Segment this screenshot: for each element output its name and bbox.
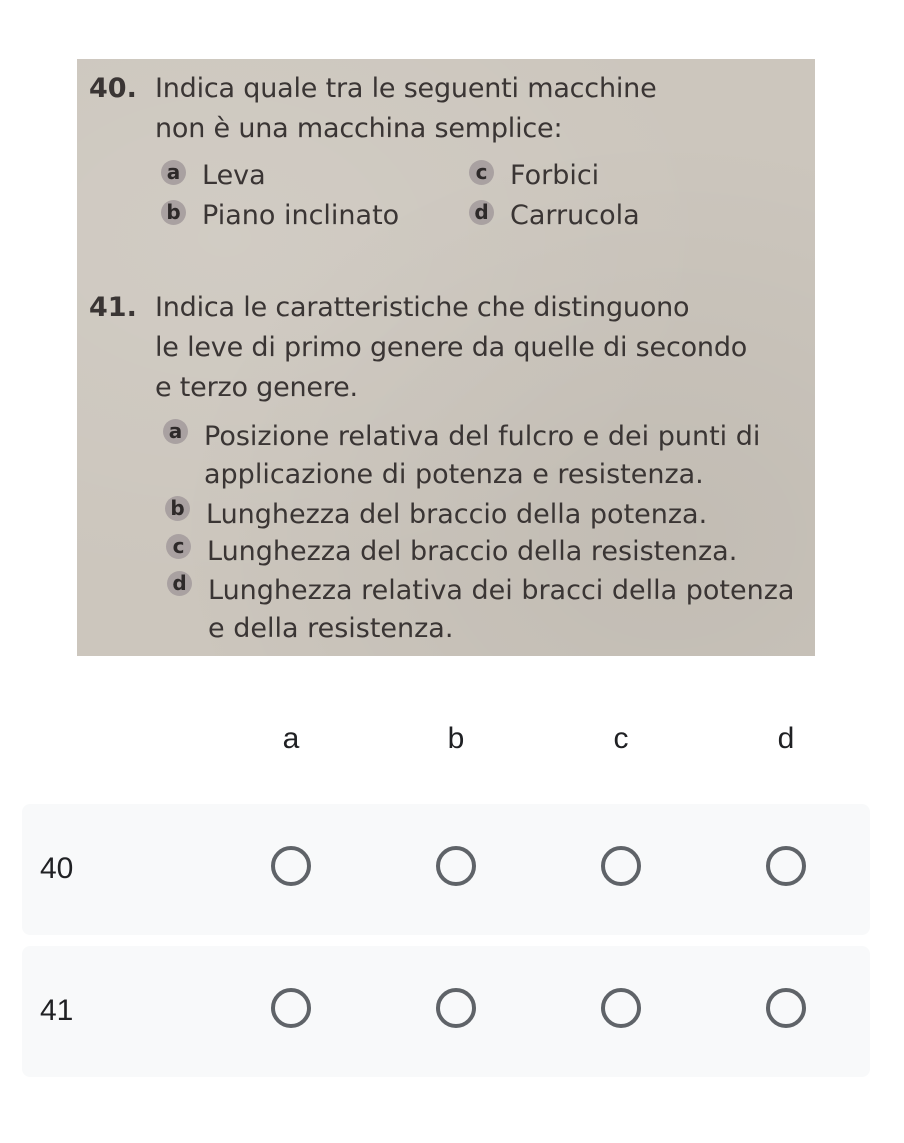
question-40-text-line2: non è una macchina semplice: [155, 113, 563, 144]
question-41-option-b: Lunghezza del braccio della potenza. [206, 499, 708, 530]
option-badge: c [469, 160, 494, 185]
row-label: 40 [40, 852, 74, 885]
question-41-text-line1: Indica le caratteristiche che distinguono [155, 292, 690, 323]
column-header-b: b [447, 722, 465, 755]
question-40-text-line1: Indica quale tra le seguenti macchine [155, 73, 657, 104]
question-41-option-d-line2: e della resistenza. [208, 613, 454, 644]
option-badge: d [469, 200, 494, 225]
question-41-option-d-line1: Lunghezza relativa dei bracci della potenza [208, 575, 795, 606]
radio-41-a[interactable] [271, 988, 311, 1028]
question-41-option-a-line2: applicazione di potenza e resistenza. [204, 459, 704, 490]
question-41-text-line3: e terzo genere. [155, 372, 358, 403]
radio-41-c[interactable] [601, 988, 641, 1028]
radio-41-b[interactable] [436, 988, 476, 1028]
radio-40-b[interactable] [436, 846, 476, 886]
question-40-option-d: Carrucola [510, 200, 640, 231]
option-badge: b [161, 200, 186, 225]
grid-row-40 [22, 804, 870, 935]
radio-41-d[interactable] [766, 988, 806, 1028]
question-40-option-c: Forbici [510, 160, 600, 191]
radio-40-a[interactable] [271, 846, 311, 886]
option-badge: b [165, 496, 190, 521]
radio-40-c[interactable] [601, 846, 641, 886]
question-41-text-line2: le leve di primo genere da quelle di secondo [155, 332, 748, 363]
question-photo [77, 59, 815, 656]
question-41-option-c: Lunghezza del braccio della resistenza. [207, 536, 738, 567]
question-41-number: 41. [89, 292, 137, 323]
option-badge: a [161, 160, 186, 185]
question-40-number: 40. [89, 73, 137, 104]
column-header-c: c [613, 722, 629, 755]
grid-row-41 [22, 946, 870, 1077]
radio-40-d[interactable] [766, 846, 806, 886]
question-41-option-a-line1: Posizione relativa del fulcro e dei punti di [204, 421, 761, 452]
option-badge: d [167, 571, 192, 596]
column-header-a: a [282, 722, 300, 755]
option-badge: a [163, 419, 188, 444]
question-40-option-b: Piano inclinato [202, 200, 400, 231]
column-header-d: d [777, 722, 795, 755]
question-40-option-a: Leva [202, 160, 266, 191]
option-badge: c [166, 534, 191, 559]
row-label: 41 [40, 994, 74, 1027]
